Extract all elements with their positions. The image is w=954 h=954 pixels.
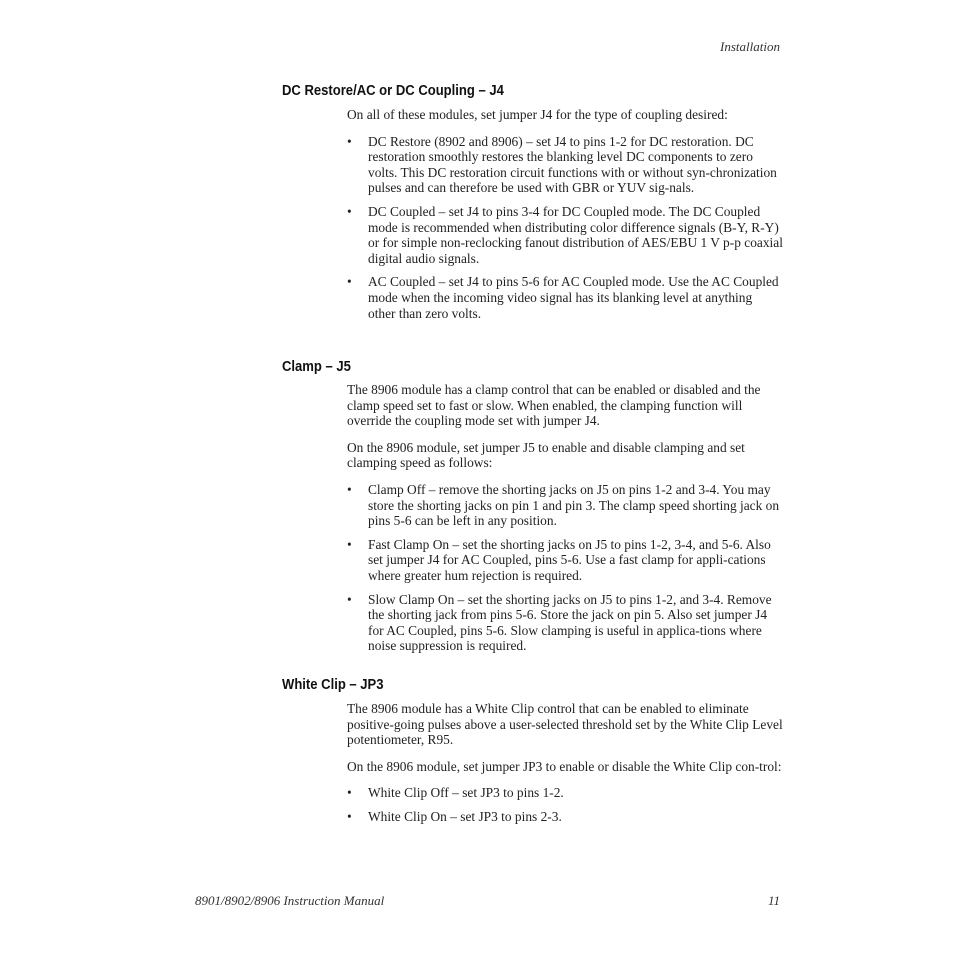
section-heading-dc-restore: DC Restore/AC or DC Coupling – J4 xyxy=(282,83,504,99)
bullet-list xyxy=(347,134,783,322)
bullet-icon: • xyxy=(347,536,352,552)
footer-page-number: 11 xyxy=(767,893,780,908)
bullet-icon: • xyxy=(347,481,352,497)
paragraph: The 8906 module has a White Clip control that can be enabled to eliminate positive-going pulses above a user-selected threshold set by the White Clip Level potentiometer, R95. xyxy=(347,701,783,748)
paragraph: On the 8906 module, set jumper J5 to enable and disable clamping and set clamping speed as follows: xyxy=(347,439,745,471)
bullet-icon: • xyxy=(347,785,352,801)
list-item-text: Clamp Off – remove the shorting jacks on J5 on pins 1-2 and 3-4. You may store the shorting jacks on pin 1 and pin 3. The clamp speed shorting jack on pins 5-6 can be left in any position. xyxy=(368,481,780,529)
section-body-clamp xyxy=(347,382,783,662)
section-heading-clamp: Clamp – J5 xyxy=(282,359,351,375)
list-item xyxy=(347,785,783,801)
list-item-text: Slow Clamp On – set the shorting jacks on J5 to pins 1-2, and 3-4. Remove the shorting jack from pins 5-6. Store the jack on pin 5. Also set jumper J4 for AC Coupled, pins 5-6. Slow clamping is useful in applica-tions where noise suppression is required. xyxy=(368,591,772,654)
list-item xyxy=(347,204,783,266)
paragraph: On all of these modules, set jumper J4 for the type of coupling desired: xyxy=(347,107,728,122)
paragraph: The 8906 module has a clamp control that can be enabled or disabled and the clamp speed set to fast or slow. When enabled, the clamping function will override the coupling mode set with jumper J4. xyxy=(347,382,761,429)
bullet-icon: • xyxy=(347,203,352,219)
list-item xyxy=(347,592,783,654)
list-item-text: DC Restore (8902 and 8906) – set J4 to pins 1-2 for DC restoration. DC restoration smoothly restores the blanking level DC components to zero volts. This DC restoration circuit functions with or without syn-chronization pulses and can therefore be used with GBR or YUV sig-nals. xyxy=(368,133,777,196)
paragraph: On the 8906 module, set jumper JP3 to enable or disable the White Clip con-trol: xyxy=(347,758,782,774)
bullet-icon: • xyxy=(347,133,352,149)
list-item xyxy=(347,134,783,196)
bullet-list xyxy=(347,482,783,654)
running-header: Installation xyxy=(720,39,780,54)
list-item-text: AC Coupled – set J4 to pins 5-6 for AC Coupled mode. Use the AC Coupled mode when the incoming video signal has its blanking level at anything other than zero volts. xyxy=(368,274,779,321)
bullet-list xyxy=(347,785,783,824)
footer-manual-title: 8901/8902/8906 Instruction Manual xyxy=(195,893,385,908)
section-body-white-clip xyxy=(347,701,783,833)
list-item xyxy=(347,482,783,529)
list-item xyxy=(347,537,783,584)
list-item-text: White Clip On – set JP3 to pins 2-3. xyxy=(368,808,562,824)
list-item-text: Fast Clamp On – set the shorting jacks on J5 to pins 1-2, 3-4, and 5-6. Also set jumper J4 for AC Coupled, pins 5-6. Use a fast clamp for appli-cations where greater hum rejection is required. xyxy=(368,536,771,583)
list-item-text: DC Coupled – set J4 to pins 3-4 for DC Coupled mode. The DC Coupled mode is recommended when distributing color difference signals (B-Y, R-Y) or for simple non-reclocking fanout distribution of AES/EBU 1 V p-p coaxial digital audio signals. xyxy=(368,203,783,266)
bullet-icon: • xyxy=(347,808,352,824)
section-heading-white-clip: White Clip – JP3 xyxy=(282,677,384,693)
bullet-icon: • xyxy=(347,274,352,290)
list-item xyxy=(347,274,783,321)
bullet-icon: • xyxy=(347,591,352,607)
section-body-dc-restore xyxy=(347,107,783,329)
list-item-text: White Clip Off – set JP3 to pins 1-2. xyxy=(368,785,564,801)
list-item xyxy=(347,809,783,825)
